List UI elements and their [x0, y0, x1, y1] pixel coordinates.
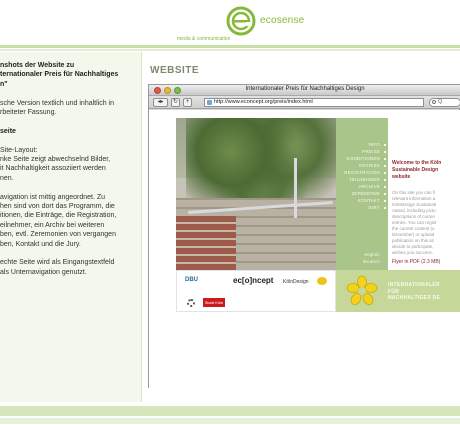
- reload-button[interactable]: ↻: [172, 99, 179, 105]
- logo-wordmark[interactable]: ecosense: [260, 15, 305, 26]
- nav-bullet-icon: [384, 158, 386, 160]
- search-icon: [432, 100, 436, 104]
- lang-deutsch[interactable]: deutsch: [362, 259, 380, 264]
- site-navigation: [336, 118, 388, 270]
- nav-bullet-icon: [384, 172, 386, 174]
- ecosense-logo-icon[interactable]: [226, 6, 256, 36]
- back-forward-button[interactable]: ◂▸: [153, 98, 168, 107]
- nav-bullet-icon: [384, 193, 386, 195]
- photo-bricks: [176, 216, 236, 270]
- econcept-logo[interactable]: ec[o]ncept: [233, 276, 274, 285]
- nav-bullet-icon: [384, 186, 386, 188]
- nav-bullet-icon: [384, 165, 386, 167]
- page-viewport: [149, 110, 460, 389]
- panel-text-line: Site-Layout:: [0, 146, 38, 154]
- browser-window: [148, 84, 460, 388]
- header-divider: [0, 45, 460, 48]
- garden-photo: [176, 118, 336, 270]
- nav-bullet-icon: [384, 200, 386, 202]
- panel-text-line: ben, Kontakt und die Jury.: [0, 240, 81, 248]
- nav-item-kontakt[interactable]: KONTAKT: [357, 198, 380, 203]
- footer-band: [0, 406, 460, 416]
- panel-text-line: rbeiteter Fassung.: [0, 109, 57, 116]
- panel-text-line: it Nachhaltigkeit assoziiert werden: [0, 165, 106, 173]
- panel-text-line: avigation ist mittig angeordnet. Zu: [0, 193, 106, 201]
- nav-item-info[interactable]: INFO: [368, 142, 380, 147]
- dbu-logo[interactable]: DBU: [185, 277, 198, 283]
- search-placeholder: Q: [438, 99, 443, 105]
- footer-band-secondary: [0, 418, 460, 424]
- nav-item-entries[interactable]: ENTRIES: [359, 163, 380, 168]
- panel-text-line: ben, evtl. Zeremonien von vergangen: [0, 231, 116, 239]
- panel-heading-line: ternationaler Preis für Nachhaltiges: [0, 71, 119, 79]
- nav-item-teilnehmer[interactable]: TEILNEHMER: [348, 177, 380, 182]
- panel-heading-line: n": [0, 80, 8, 88]
- browser-toolbar: [149, 96, 460, 109]
- award-banner: [336, 270, 460, 312]
- flyer-download-link[interactable]: Flyer in PDF (2.3 MB): [392, 259, 441, 265]
- gear-logo-icon: [187, 299, 195, 307]
- panel-text-line: nen.: [0, 174, 14, 182]
- panel-text-line: echte Seite wird als Eingangstextfeld: [0, 259, 115, 267]
- koelndesign-logo[interactable]: KölnDesign: [283, 279, 309, 285]
- nav-item-jury[interactable]: JURY: [367, 205, 380, 210]
- favicon-icon: [207, 100, 212, 105]
- header-divider-secondary: [0, 49, 460, 51]
- flower-logo-icon: [346, 275, 378, 307]
- nav-bullet-icon: [384, 144, 386, 146]
- nav-bullet-icon: [384, 179, 386, 181]
- panel-subheading: seite: [0, 127, 16, 135]
- panel-text-line: hen sind von dort das Programm, die: [0, 203, 115, 210]
- description-panel: [0, 52, 142, 402]
- panel-text-line: nke Seite zeigt abwechselnd Bilder,: [0, 156, 111, 163]
- welcome-heading: Welcome to the Köln Sustainable Design website: [392, 160, 442, 180]
- browser-search-field[interactable]: [429, 98, 460, 107]
- award-banner-text: INTERNATIONALER FÜR NACHHALTIGES DE: [388, 282, 441, 301]
- address-bar[interactable]: [204, 98, 424, 107]
- add-bookmark-button[interactable]: +: [183, 98, 192, 107]
- bee-icon: [317, 277, 327, 285]
- section-title: WEBSITE: [150, 65, 200, 76]
- nav-bullet-icon: [384, 207, 386, 209]
- stadt-koeln-logo[interactable]: Stadt Köln: [204, 300, 224, 305]
- nav-item-konditionen[interactable]: KONDITIONEN: [346, 156, 380, 161]
- nav-bullet-icon: [384, 151, 386, 153]
- panel-text-line: itionen, die Einträge, die Registration,: [0, 212, 117, 220]
- nav-item-preise[interactable]: PREISE: [362, 149, 380, 154]
- logo-tagline: media & communication: [177, 36, 231, 42]
- photo-post: [294, 158, 297, 218]
- panel-text-line: als Unternavigation genutzt.: [0, 268, 87, 276]
- nav-item-zeremonie[interactable]: ZEREMONIE: [351, 191, 380, 196]
- browser-titlebar[interactable]: [149, 85, 460, 96]
- panel-text-line: sche Version textlich und inhaltlich in: [0, 99, 115, 107]
- welcome-description: On this site you can fi relevant information a KölnDesign Sustainab Award, including pictu descriptions of curren entries. You can regist the current contest (u December) or upload publication on this sit decide to participate, wishes you success.: [392, 190, 437, 255]
- panel-text-line: eilnehmer, ein Archiv bei weiteren: [0, 221, 105, 229]
- lang-english[interactable]: english: [364, 252, 380, 257]
- sponsor-logos: [176, 270, 336, 312]
- address-url: http://www.econcept.org/preis/index.html: [214, 99, 313, 105]
- nav-item-registration[interactable]: REGISTRATION: [344, 170, 380, 175]
- window-title: Internationaler Preis für Nachhaltiges Design: [245, 86, 365, 92]
- nav-item-archive[interactable]: ARCHIVE: [358, 184, 380, 189]
- panel-heading-line: nshots der Website zu: [0, 62, 75, 69]
